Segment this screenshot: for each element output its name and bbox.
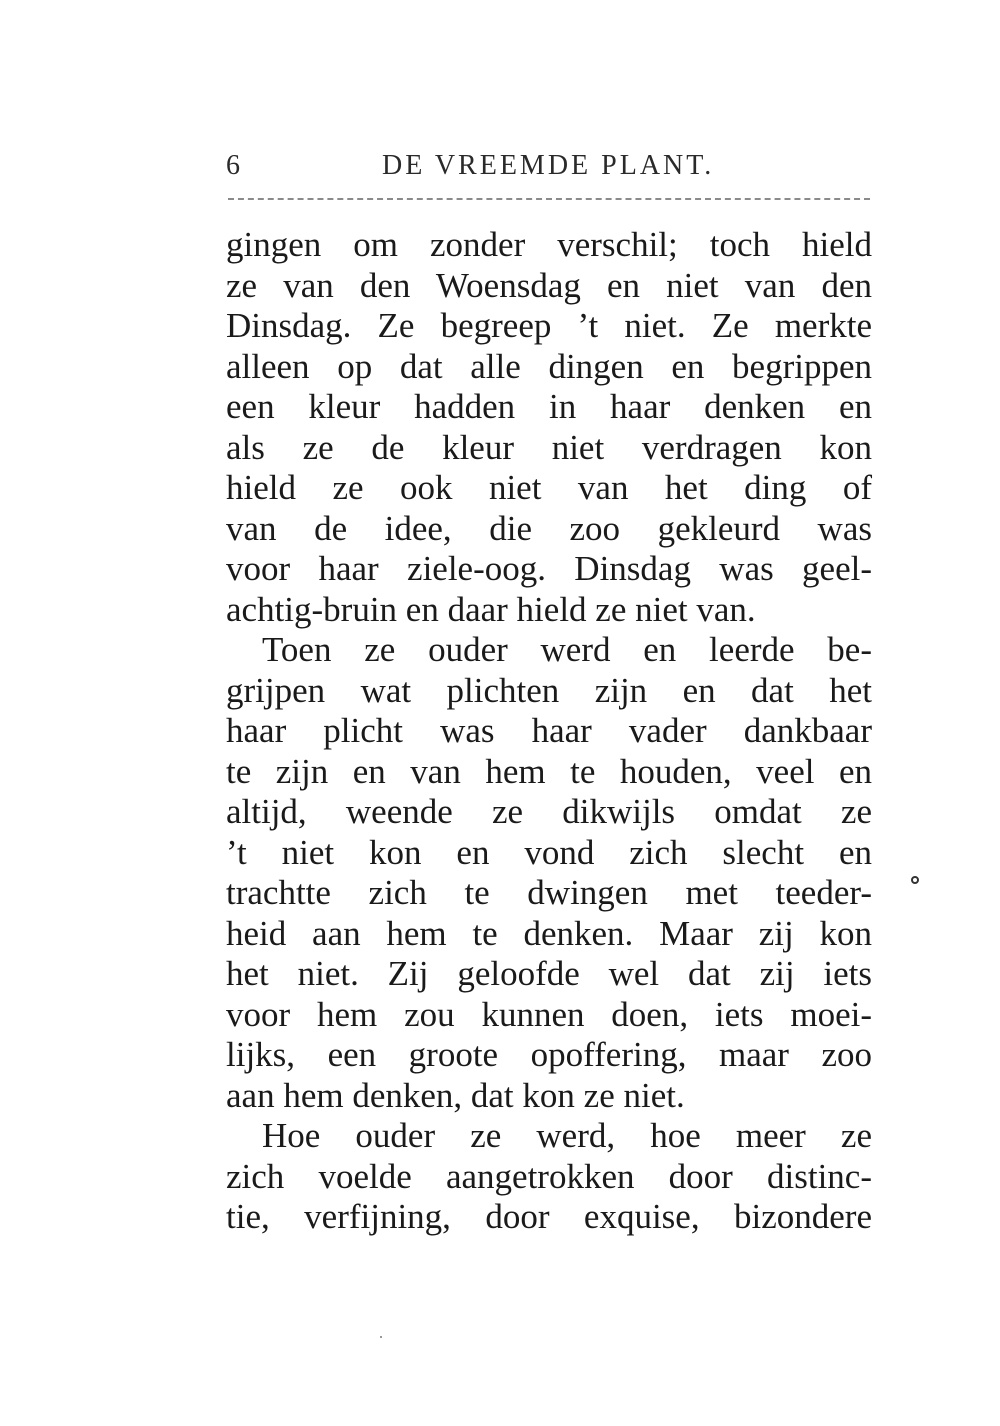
- text-line: ze van den Woensdag en niet van den: [226, 265, 872, 305]
- page-number: 6: [226, 150, 242, 181]
- text-line: ’t niet kon en vond zich slecht en: [226, 832, 872, 872]
- text-line: achtig-bruin en daar hield ze niet van.: [226, 589, 756, 629]
- text-line: voor hem zou kunnen doen, iets moei-: [226, 994, 872, 1034]
- text-line: te zijn en van hem te houden, veel en: [226, 751, 872, 791]
- running-title: DE VREEMDE PLANT.: [382, 150, 715, 181]
- text-line: als ze de kleur niet verdragen kon: [226, 427, 872, 467]
- text-line: lijks, een groote opoffering, maar zoo: [226, 1035, 872, 1074]
- text-line: zich voelde aangetrokken door distinc-: [226, 1156, 872, 1196]
- margin-speck: [911, 876, 919, 884]
- text-line: gingen om zonder verschil; toch hield: [226, 225, 872, 264]
- text-line: grijpen wat plichten zijn en dat het: [226, 670, 872, 710]
- text-line: alleen op dat alle dingen en begrippen: [226, 346, 872, 386]
- text-line: tie, verfijning, door exquise, bizondere: [226, 1197, 872, 1236]
- text-line: van de idee, die zoo gekleurd was: [226, 508, 872, 548]
- text-line: Hoe ouder ze werd, hoe meer ze: [262, 1116, 872, 1155]
- text-line: voor haar ziele-oog. Dinsdag was geel-: [226, 549, 872, 588]
- text-line: heid aan hem te denken. Maar zij kon: [226, 913, 872, 953]
- text-line: Dinsdag. Ze begreep ’t niet. Ze merkte: [226, 306, 872, 345]
- text-line: het niet. Zij geloofde wel dat zij iets: [226, 954, 872, 993]
- text-line: altijd, weende ze dikwijls omdat ze: [226, 792, 872, 831]
- text-line: hield ze ook niet van het ding of: [226, 468, 872, 507]
- header-rule: [228, 198, 870, 200]
- text-line: haar plicht was haar vader dankbaar: [226, 711, 872, 750]
- text-line: trachtte zich te dwingen met teeder-: [226, 873, 872, 912]
- paper-speck: [380, 1336, 382, 1338]
- running-head: [226, 146, 874, 186]
- text-line: een kleur hadden in haar denken en: [226, 387, 872, 426]
- text-line: Toen ze ouder werd en leerde be-: [262, 630, 872, 669]
- body-text: [226, 225, 872, 1238]
- text-line: aan hem denken, dat kon ze niet.: [226, 1075, 685, 1115]
